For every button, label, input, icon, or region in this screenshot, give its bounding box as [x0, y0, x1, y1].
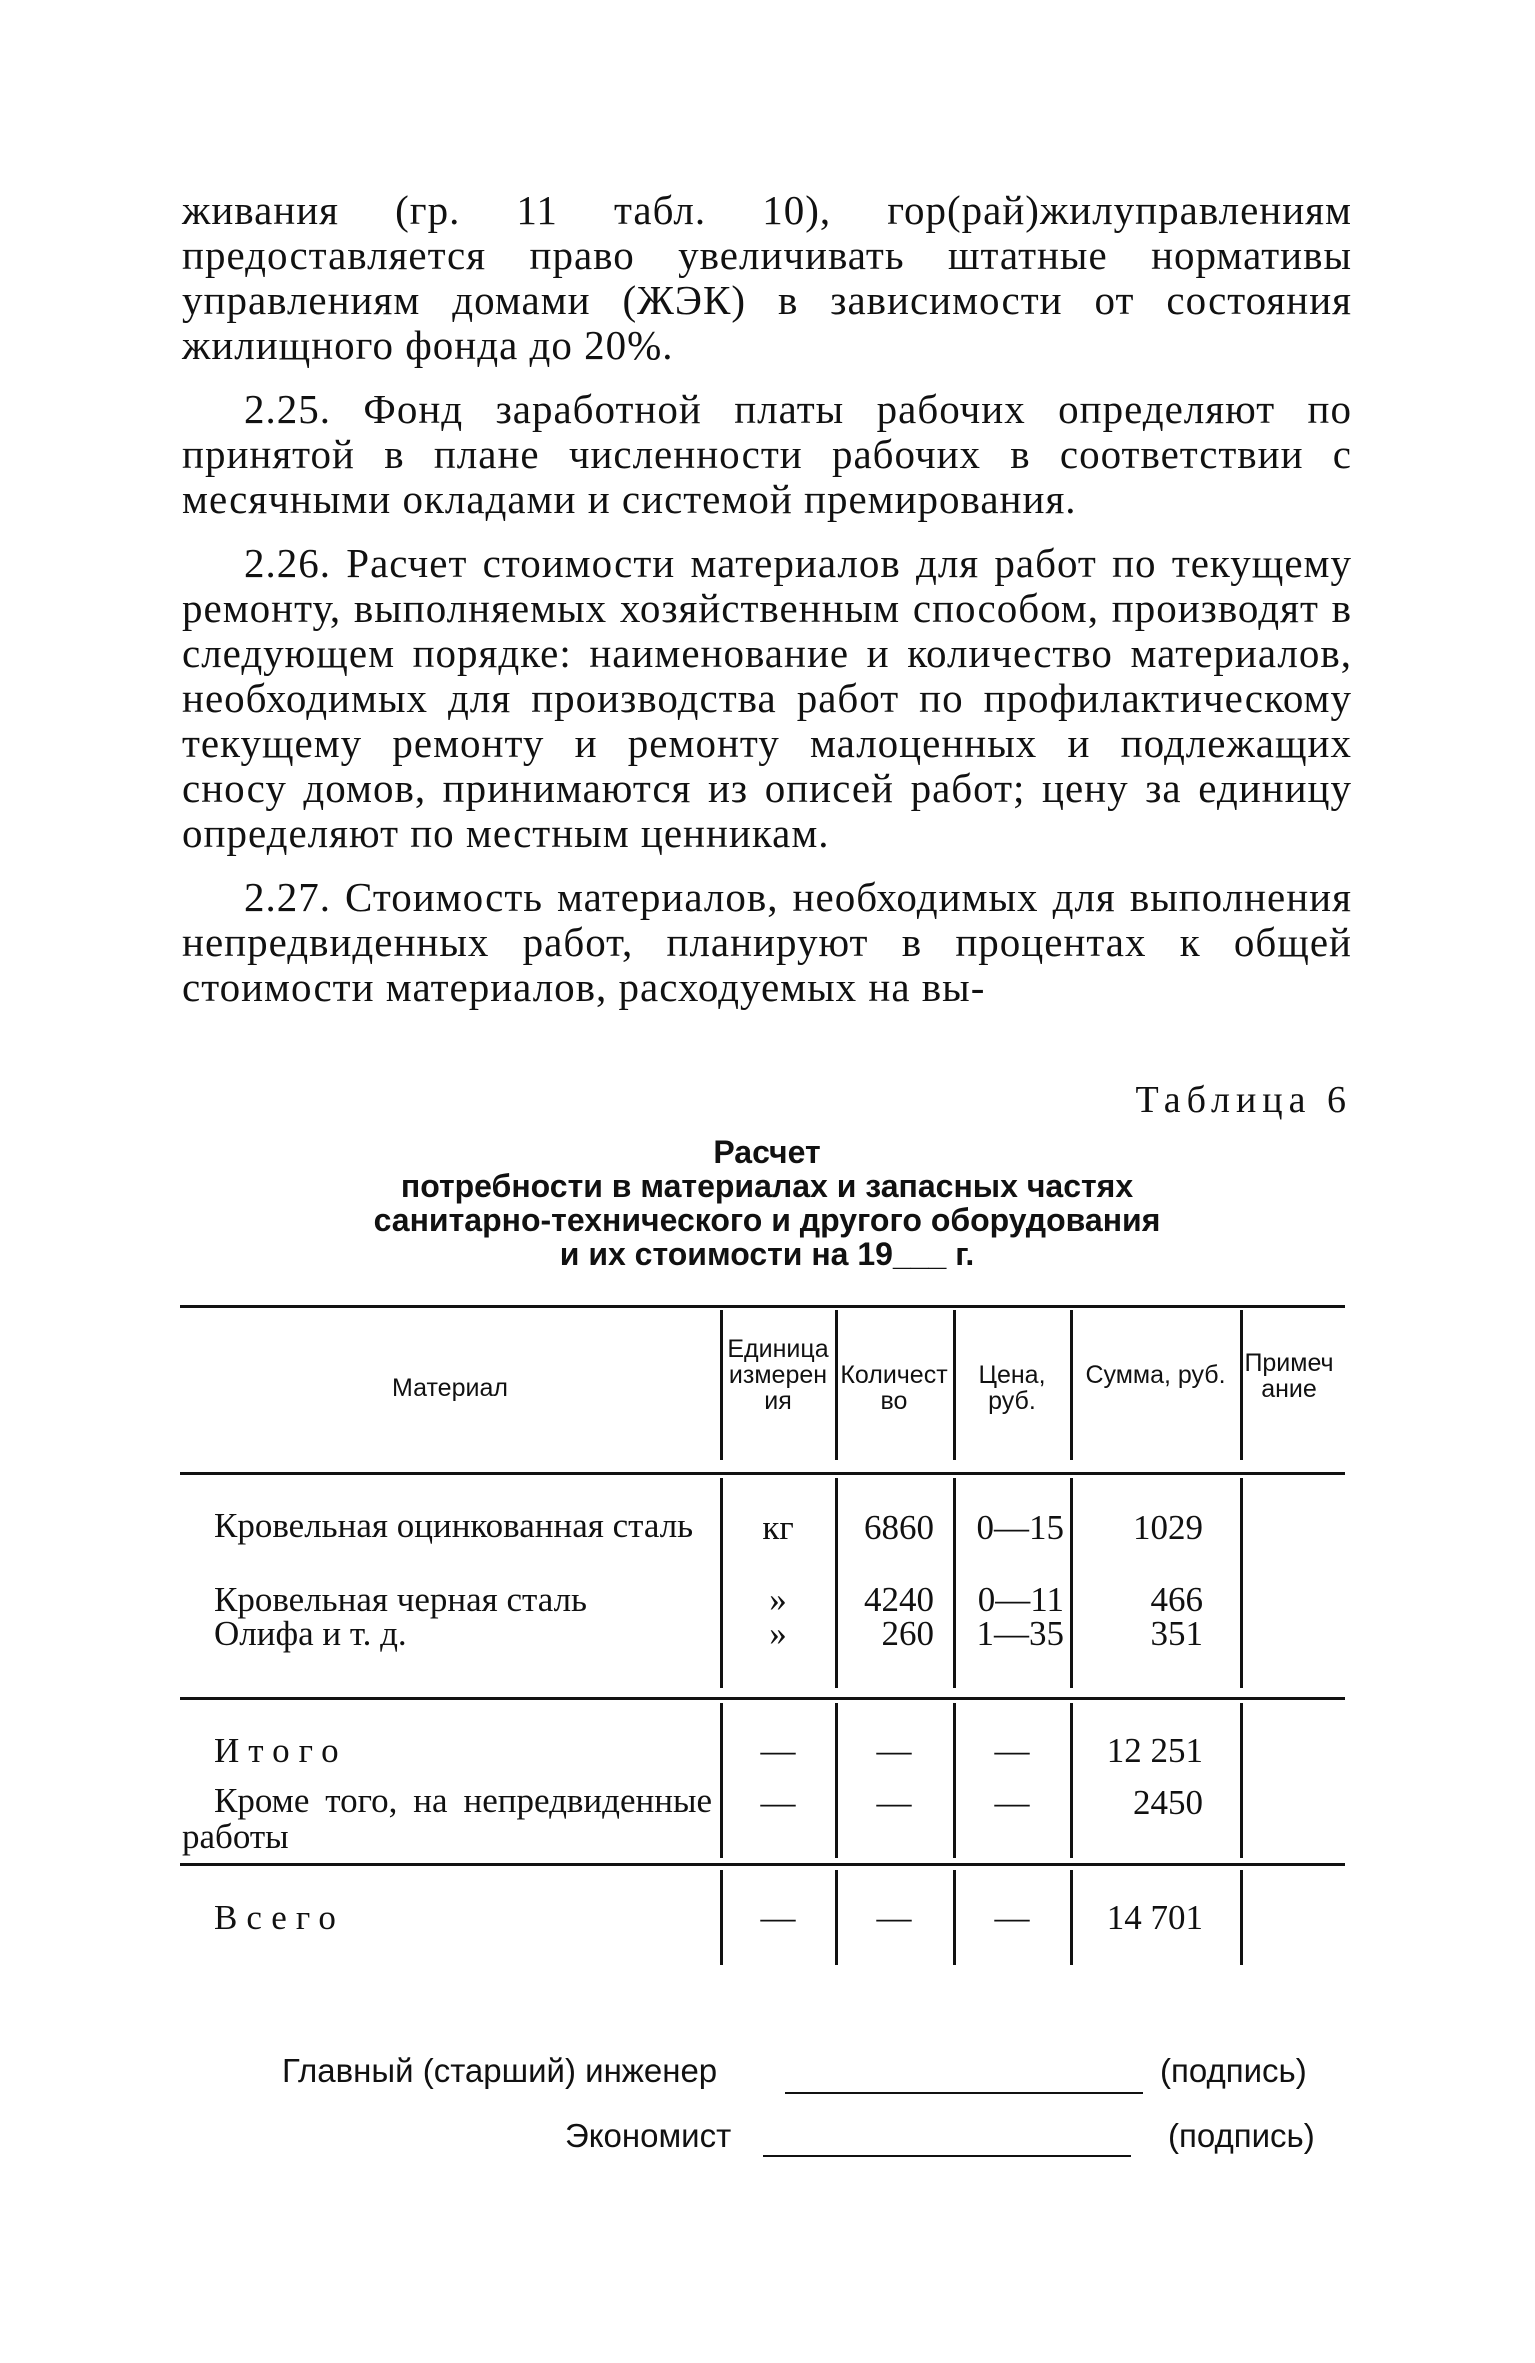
paragraph-2-27: 2.27. Стоимость материалов, необходимых для выполнения непредвиденных работ, планируют в процентах к общей стоимости материалов, расходуемых на вы-	[182, 874, 1352, 1010]
table-row-price: 1—35	[976, 1614, 1064, 1653]
table-row-unit: »	[769, 1614, 787, 1653]
total-label: Итого	[214, 1731, 348, 1770]
engineer-signature-note: (подпись)	[1160, 2052, 1307, 2089]
col-divider	[1240, 1703, 1243, 1858]
table-row-unit: кг	[762, 1508, 794, 1547]
grand-total-price: —	[994, 1898, 1030, 1937]
col-divider	[720, 1478, 723, 1688]
paragraph-1: живания (гр. 11 табл. 10), гор(рай)жилуправлениям предоставляется право увеличивать штатные нормативы управлениям домами (ЖЭК) в зависимости от состояния жилищного фонда до 20%.	[182, 187, 1352, 368]
table-row-material: Кровельная оцинкованная сталь	[214, 1506, 694, 1545]
engineer-label: Главный (старший) инженер	[282, 2052, 718, 2089]
table-row-qty: 6860	[864, 1508, 934, 1547]
table-top-rule	[180, 1305, 1345, 1308]
caption-line-1: Расчет	[713, 1134, 821, 1170]
grand-total-unit: —	[760, 1898, 796, 1937]
total-sum: 12 251	[1106, 1731, 1203, 1770]
table-row-unit: »	[769, 1580, 787, 1619]
extra-sum: 2450	[1133, 1783, 1203, 1822]
header-material: Материал	[392, 1374, 508, 1402]
table-row-sum: 351	[1150, 1614, 1203, 1653]
grand-total-sum: 14 701	[1106, 1898, 1203, 1937]
extra-price: —	[994, 1783, 1030, 1822]
economist-signature-line	[763, 2155, 1131, 2157]
col-divider	[835, 1703, 838, 1858]
table-row-price: 0—11	[977, 1580, 1064, 1619]
col-divider	[720, 1870, 723, 1965]
total-qty: —	[876, 1731, 912, 1770]
col-divider	[1240, 1870, 1243, 1965]
table-row-sum: 466	[1150, 1580, 1203, 1619]
header-quantity: Количество	[840, 1361, 948, 1415]
col-divider	[953, 1703, 956, 1858]
col-divider	[720, 1703, 723, 1858]
col-divider	[720, 1310, 723, 1460]
caption-line-4: и их стоимости на 19___ г.	[559, 1236, 975, 1272]
total-price: —	[994, 1731, 1030, 1770]
extra-label: Кроме того, на непредвиденные работы	[182, 1781, 712, 1856]
caption-line-3: санитарно-технического и другого оборудования	[373, 1202, 1161, 1238]
paragraph-2-25: 2.25. Фонд заработной платы рабочих определяют по принятой в плане численности рабочих в соответствии с месячными окладами и системой премирования.	[182, 386, 1352, 522]
header-note: Примечание	[1244, 1349, 1334, 1403]
paragraph-2-26: 2.26. Расчет стоимости материалов для работ по текущему ремонту, выполняемых хозяйственным способом, производят в следующем порядке: наименование и количество материалов, необходимых для производства работ по профилактическому текущему ремонту и ремонту малоценных и подлежащих сносу домов, принимаются из описей работ; цену за единицу определяют по местным ценникам.	[182, 540, 1352, 856]
table-row-qty: 260	[881, 1614, 934, 1653]
extra-qty: —	[876, 1783, 912, 1822]
table-row-sum: 1029	[1133, 1508, 1203, 1547]
extra-unit: —	[760, 1783, 796, 1822]
caption-line-2: потребности в материалах и запасных частях	[400, 1168, 1134, 1204]
table-row-qty: 4240	[864, 1580, 934, 1619]
engineer-signature-line	[785, 2092, 1143, 2094]
col-divider	[1070, 1703, 1073, 1858]
totals-bottom-rule	[180, 1863, 1345, 1866]
table-row-material: Кровельная черная сталь	[214, 1580, 588, 1619]
grand-total-qty: —	[876, 1898, 912, 1937]
header-bottom-rule	[180, 1472, 1345, 1475]
table-row-price: 0—15	[976, 1508, 1064, 1547]
total-unit: —	[760, 1731, 796, 1770]
economist-signature-note: (подпись)	[1168, 2117, 1315, 2154]
table-number: Таблица 6	[1135, 1079, 1352, 1121]
economist-label: Экономист	[565, 2117, 732, 2154]
header-sum: Сумма, руб.	[1085, 1361, 1226, 1389]
table-row-material: Олифа и т. д.	[214, 1614, 407, 1653]
col-divider	[1240, 1478, 1243, 1688]
col-divider	[1240, 1310, 1243, 1460]
header-unit: Единица измерения	[727, 1335, 829, 1415]
rows-bottom-rule	[180, 1697, 1345, 1700]
grand-total-label: Всего	[214, 1898, 345, 1937]
header-price: Цена, руб.	[978, 1361, 1046, 1415]
